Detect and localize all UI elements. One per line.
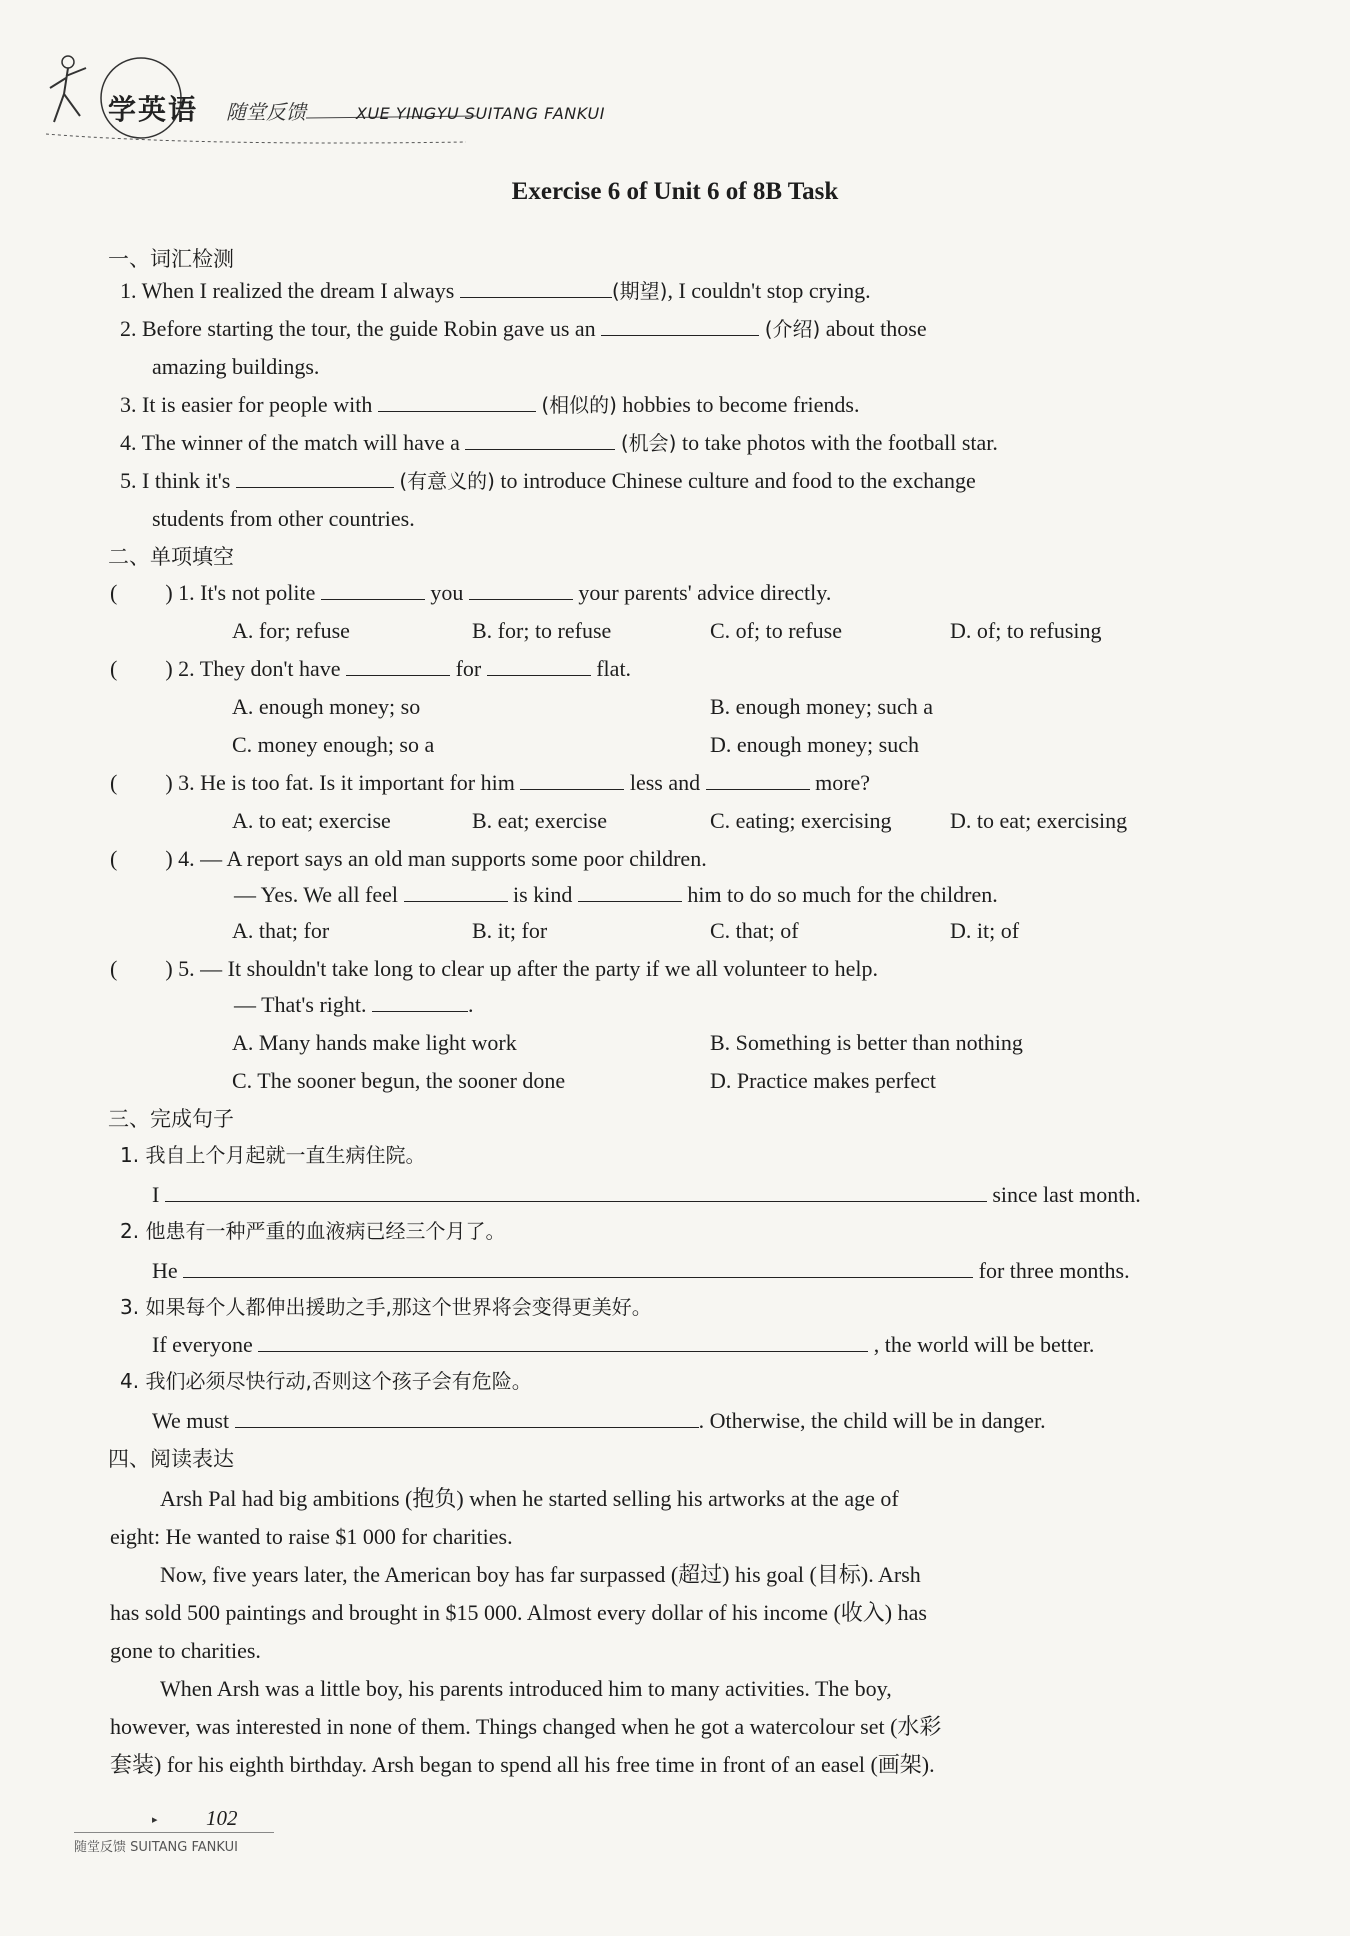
reading-line: has sold 500 paintings and brought in $15 000. Almost every dollar of his income (收入) has (110, 1600, 927, 1625)
mc-option[interactable]: C. of; to refuse (710, 618, 842, 643)
reading-line: however, was interested in none of them. Things changed when he got a watercolour set (水彩 (110, 1714, 942, 1739)
answer-line[interactable] (258, 1331, 868, 1352)
mc-option[interactable]: D. Practice makes perfect (710, 1068, 936, 1093)
mc-option[interactable]: D. enough money; such (710, 732, 919, 757)
reading-line: gone to charities. (110, 1638, 261, 1663)
answer-blank[interactable] (460, 277, 612, 298)
sentence-item-1: I since last month. (152, 1182, 1141, 1207)
vocab-item-5-cont: students from other countries. (152, 506, 415, 531)
mc-option[interactable]: A. to eat; exercise (232, 808, 391, 833)
page-marker-icon: ▸ (152, 1813, 158, 1826)
mc-option[interactable]: B. Something is better than nothing (710, 1030, 1023, 1055)
section3-heading: 三、完成句子 (108, 1107, 234, 1131)
mc-question-5-line2: — That's right. . (234, 992, 474, 1017)
answer-blank[interactable] (378, 391, 536, 412)
answer-blank[interactable] (321, 579, 425, 600)
page-number: 102 (206, 1806, 238, 1830)
sentence-prompt-3: 3. 如果每个人都伸出援助之手,那这个世界将会变得更美好。 (120, 1295, 652, 1319)
mc-question-5: ( ) 5. — It shouldn't take long to clear up after the party if we all volunteer to help. (110, 956, 878, 981)
answer-blank[interactable] (487, 655, 591, 676)
answer-blank[interactable] (236, 467, 394, 488)
section2-heading: 二、单项填空 (108, 545, 234, 569)
footer-divider (74, 1832, 274, 1833)
reading-line: Arsh Pal had big ambitions (抱负) when he started selling his artworks at the age of (160, 1486, 899, 1511)
mc-option[interactable]: C. that; of (710, 918, 799, 943)
sentence-item-2: He for three months. (152, 1258, 1130, 1283)
mc-question-4: ( ) 4. — A report says an old man supports some poor children. (110, 846, 707, 871)
vocab-item-2-cont: amazing buildings. (152, 354, 320, 379)
mc-question-2: ( ) 2. They don't have for flat. (110, 656, 632, 681)
mc-question-1: ( ) 1. It's not polite you your parents' advice directly. (110, 580, 832, 605)
answer-blank[interactable] (465, 429, 615, 450)
mc-option[interactable]: B. enough money; such a (710, 694, 934, 719)
answer-blank[interactable] (578, 881, 682, 902)
mc-question-3: ( ) 3. He is too fat. Is it important for him less and more? (110, 770, 871, 795)
logo-title-cn: 学英语 (108, 93, 199, 126)
header-logo (46, 52, 666, 152)
mc-option[interactable]: A. Many hands make light work (232, 1030, 517, 1055)
reading-line: Now, five years later, the American boy has far surpassed (超过) his goal (目标). Arsh (160, 1562, 921, 1587)
sentence-prompt-2: 2. 他患有一种严重的血液病已经三个月了。 (120, 1219, 506, 1243)
mc-option[interactable]: D. to eat; exercising (950, 808, 1128, 833)
mc-option[interactable]: B. it; for (472, 918, 548, 943)
sentence-item-4: We must . Otherwise, the child will be in danger. (152, 1408, 1046, 1433)
answer-line[interactable] (165, 1181, 987, 1202)
sentence-prompt-4: 4. 我们必须尽快行动,否则这个孩子会有危险。 (120, 1369, 532, 1393)
mc-option[interactable]: A. for; refuse (232, 618, 350, 643)
mc-option[interactable]: B. for; to refuse (472, 618, 612, 643)
vocab-item-1: 1. When I realized the dream I always (期望), I couldn't stop crying. (120, 278, 871, 303)
mc-option[interactable]: D. it; of (950, 918, 1020, 943)
vocab-item-3: 3. It is easier for people with (相似的) hobbies to become friends. (120, 392, 860, 417)
answer-blank[interactable] (601, 315, 759, 336)
mc-question-4-line2: — Yes. We all feel is kind him to do so much for the children. (234, 882, 998, 907)
sentence-prompt-1: 1. 我自上个月起就一直生病住院。 (120, 1143, 426, 1167)
mc-option[interactable]: C. eating; exercising (710, 808, 892, 833)
answer-line[interactable] (183, 1257, 973, 1278)
answer-blank[interactable] (404, 881, 508, 902)
logo-subtitle-en: XUE YINGYU SUITANG FANKUI (356, 104, 605, 123)
mc-option[interactable]: B. eat; exercise (472, 808, 607, 833)
vocab-item-5: 5. I think it's (有意义的) to introduce Chinese culture and food to the exchange (120, 468, 976, 493)
answer-blank[interactable] (346, 655, 450, 676)
section4-heading: 四、阅读表达 (108, 1447, 234, 1471)
answer-blank[interactable] (520, 769, 624, 790)
vocab-item-4: 4. The winner of the match will have a (机会) to take photos with the football star. (120, 430, 998, 455)
answer-blank[interactable] (706, 769, 810, 790)
section1-heading: 一、词汇检测 (108, 247, 234, 271)
answer-line[interactable] (235, 1407, 699, 1428)
reading-line: eight: He wanted to raise $1 000 for charities. (110, 1524, 513, 1549)
sentence-item-3: If everyone , the world will be better. (152, 1332, 1095, 1357)
mc-option[interactable]: D. of; to refusing (950, 618, 1102, 643)
mc-option[interactable]: C. money enough; so a (232, 732, 435, 757)
reading-line: 套装) for his eighth birthday. Arsh began to spend all his free time in front of an easel (画架). (110, 1752, 935, 1777)
page-title: Exercise 6 of Unit 6 of 8B Task (511, 178, 839, 205)
answer-blank[interactable] (469, 579, 573, 600)
logo-subtitle-cn: 随堂反馈 (226, 100, 306, 124)
mc-option[interactable]: A. that; for (232, 918, 330, 943)
vocab-item-2: 2. Before starting the tour, the guide Robin gave us an (介绍) about those (120, 316, 927, 341)
mc-option[interactable]: A. enough money; so (232, 694, 421, 719)
mc-option[interactable]: C. The sooner begun, the sooner done (232, 1068, 566, 1093)
footer-label: 随堂反馈 SUITANG FANKUI (74, 1840, 238, 1855)
answer-blank[interactable] (372, 991, 468, 1012)
reading-line: When Arsh was a little boy, his parents introduced him to many activities. The boy, (160, 1676, 892, 1701)
